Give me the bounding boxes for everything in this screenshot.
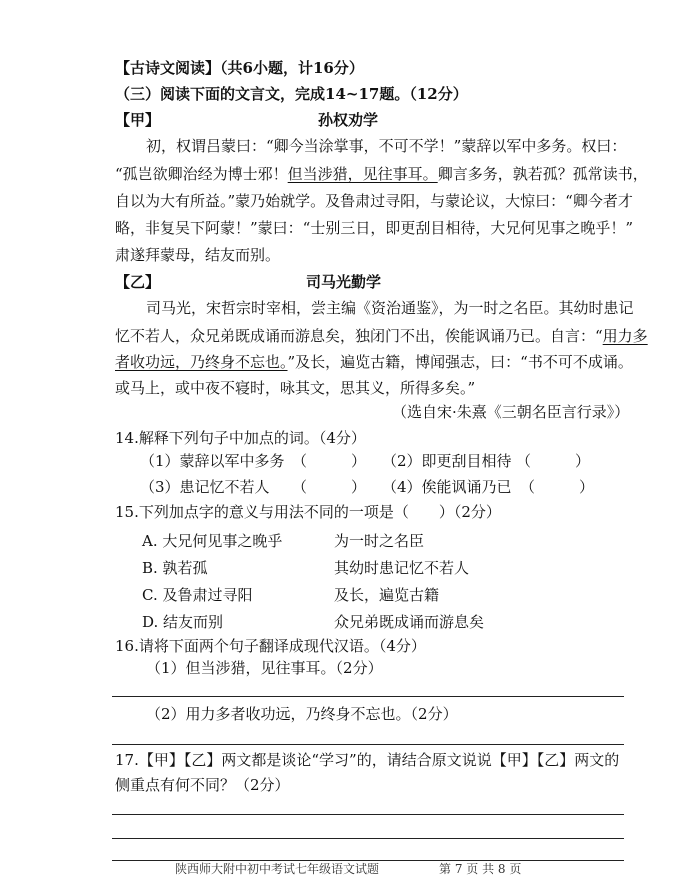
q16-answer-line-1[interactable]: [112, 696, 624, 697]
page-footer: 陕西师大附中初中考试七年级语文试题 第 7 页 共 8 页: [175, 862, 522, 876]
q14-answer-3-close: ）: [351, 478, 367, 496]
section-header: 【古诗文阅读】（共6小题，计16分）: [115, 59, 364, 77]
q15-option-a[interactable]: A. 大兄何见事之晚乎: [142, 532, 283, 550]
q17-stem-line-1: 17.【甲】【乙】两文都是谈论“学习”的，请结合原文说说【甲】【乙】两文的: [115, 751, 620, 769]
q17-answer-line-2[interactable]: [112, 838, 624, 839]
q15-option-a-pair: 为一时之名臣: [334, 532, 425, 550]
q14-answer-2-open: （: [516, 452, 532, 470]
q16-stem: 16.请将下面两个句子翻译成现代汉语。（4分）: [115, 637, 426, 655]
q14-item-2: [382, 450, 512, 471]
q15-option-d-pair: 众兄弟既成诵而游息矣: [334, 613, 485, 631]
q14-answer-1-close: ）: [351, 452, 367, 470]
passage-b-underlined-start: 用力多: [602, 327, 648, 345]
q14-answer-2-close: ）: [575, 452, 591, 470]
q14-answer-4[interactable]: [520, 476, 594, 497]
q14-item-1: [140, 450, 285, 471]
section-subheader: （三）阅读下面的文言文，完成14~17题。（12分）: [115, 85, 468, 103]
q16-item-2: （2）用力多者收功远，乃终身不忘也。（2分）: [146, 705, 458, 723]
passage-a-line-2-start: “孤岂欲卿治经为博士邪！: [115, 165, 288, 183]
passage-b-title: 司马光勤学: [306, 273, 382, 291]
passage-b-line-2-start: 忆不若人，众兄弟既成诵而游息矣，独闭门不出，俟能讽诵乃已。自言：“: [115, 327, 603, 345]
q16-item-1: （1）但当涉猎，见往事耳。（2分）: [146, 659, 383, 677]
passage-a-underlined-sentence: 但当涉猎，见往事耳。: [287, 165, 438, 183]
passage-a-title: 孙权劝学: [318, 111, 379, 129]
passage-b-line-3-end: ”及长，遍览古籍，博闻强志，曰：“书不可不成诵。: [287, 353, 633, 371]
q16-answer-line-2[interactable]: [112, 744, 624, 745]
passage-a-line-5: 肃遂拜蒙母，结友而别。: [115, 246, 281, 264]
q14-answer-2[interactable]: [516, 450, 590, 471]
q17-stem-line-2: 侧重点有何不同？（2分）: [115, 776, 290, 794]
passage-a-marker: 【甲】: [115, 111, 161, 129]
q17-answer-line-1[interactable]: [112, 814, 624, 815]
passage-b-marker: 【乙】: [115, 273, 161, 291]
q14-item-3-text: （3）患记忆不若人: [140, 478, 270, 496]
q14-answer-4-open: （: [520, 478, 536, 496]
q15-option-d[interactable]: D. 结友而别: [142, 613, 224, 631]
q15-option-b[interactable]: B. 孰若孤: [142, 559, 208, 577]
q14-answer-1-open: （: [292, 452, 308, 470]
q14-answer-3[interactable]: [292, 476, 366, 497]
q14-item-4-text: （4）俟能讽诵乃已: [382, 478, 512, 496]
q15-option-c[interactable]: C. 及鲁肃过寻阳: [142, 586, 253, 604]
q14-item-2-text: （2）即更刮目相待: [382, 452, 512, 470]
q14-item-4: [382, 476, 512, 497]
q14-answer-3-open: （: [292, 478, 308, 496]
passage-b-line-1: 司马光，宋哲宗时宰相，尝主编《资治通鉴》，为一时之名臣。其幼时患记: [146, 299, 634, 317]
q14-item-3: [140, 476, 270, 497]
q14-stem: 14.解释下列句子中加点的词。（4分）: [115, 429, 366, 447]
passage-b-underlined-end: 者收功远，乃终身不忘也。: [115, 353, 288, 371]
passage-a-line-2: [115, 164, 648, 184]
q14-answer-1[interactable]: [292, 450, 366, 471]
passage-a-line-4: 略，非复吴下阿蒙！”蒙曰：“士别三日，即更刮目相待，大兄何见事之晚乎！”: [115, 219, 634, 237]
passage-b-source: （选自宋·朱熹《三朝名臣言行录》）: [392, 403, 630, 421]
passage-a-line-1: 初，权谓吕蒙曰：“卿今当涂掌事，不可不学！”蒙辞以军中多务。权曰：: [146, 137, 627, 155]
passage-a-line-2-end: 卿言多务，孰若孤？孤常读书，: [437, 165, 648, 183]
q14-item-1-text: （1）蒙辞以军中多务: [140, 452, 285, 470]
passage-b-line-3: [115, 352, 633, 372]
q15-option-c-pair: 及长，遍览古籍: [334, 586, 440, 604]
q15-stem: 15.下列加点字的意义与用法不同的一项是（ ）（2分）: [115, 503, 501, 521]
passage-a-line-3: 自以为大有所益。”蒙乃始就学。及鲁肃过寻阳，与蒙论议，大惊曰：“卿今者才: [115, 192, 633, 210]
q14-answer-4-close: ）: [579, 478, 595, 496]
passage-b-line-2: [115, 326, 648, 346]
passage-b-line-4: 或马上，或中夜不寝时，咏其文，思其义，所得多矣。”: [115, 379, 476, 397]
q15-option-b-pair: 其幼时患记忆不若人: [334, 559, 470, 577]
